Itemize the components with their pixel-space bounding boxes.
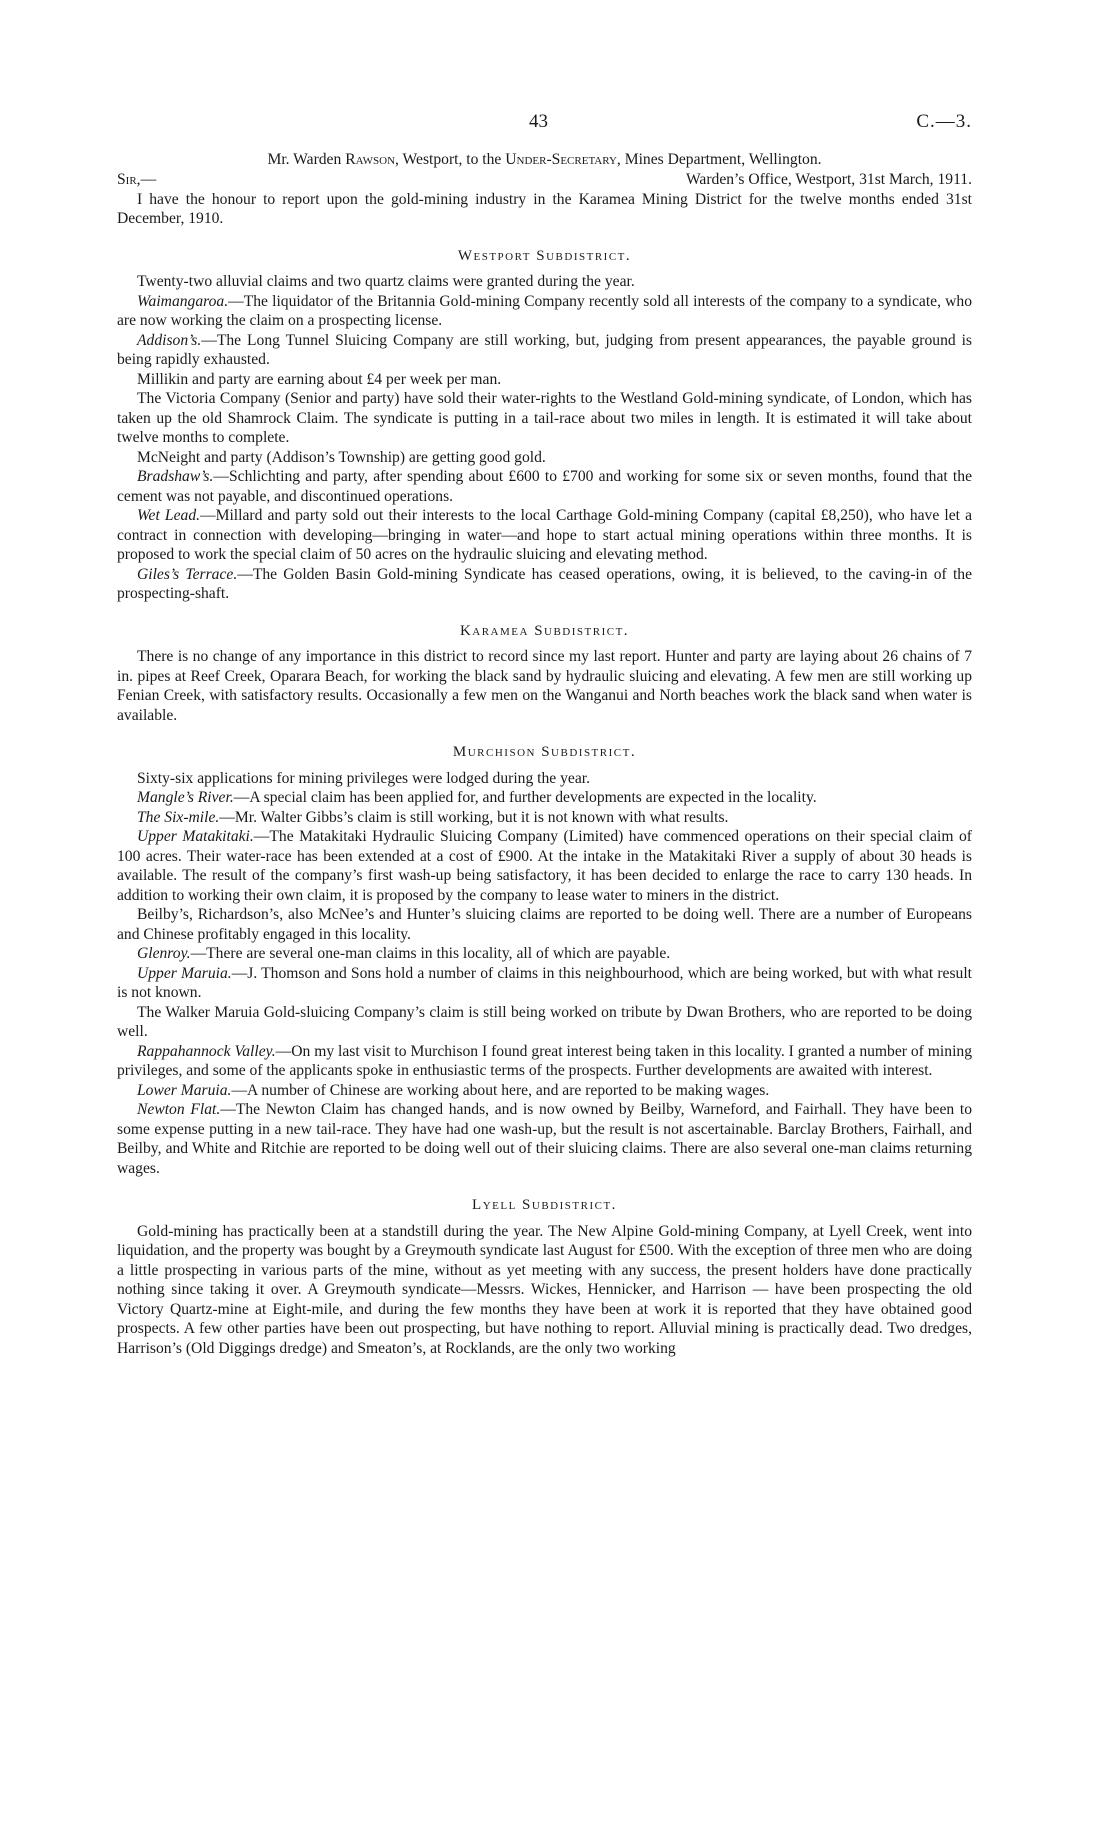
locality-lead: Glenroy. xyxy=(137,945,191,962)
paragraph: Twenty-two alluvial claims and two quartz claims were granted during the year. xyxy=(137,273,635,290)
section-heading-karamea: Karamea Subdistrict. xyxy=(459,622,630,639)
page-number: 43 xyxy=(529,111,548,132)
paragraph: Beilby’s, Richardson’s, also McNee’s and Hunter’s sluicing claims are reported to be doing well. There are a number of Europeans and Chinese profitably engaged in this locality. xyxy=(117,906,972,943)
paragraph: Lower Maruia.—A number of Chinese are working about here, and are reported to be making wages. xyxy=(137,1081,770,1099)
paragraph: Bradshaw’s.—Schlichting and party, after spending about £600 to £700 and working for some six or seven months, found that the cement was not payable, and discontinued operations. xyxy=(117,468,972,505)
paragraph: Newton Flat.—The Newton Claim has changed hands, and is now owned by Beilby, Warneford, and Fairhall. They have been to some expense putting in a new tail-race. They have had one wash-up, but the result is not ascertainable. Barclay Brothers, Fairhall, and Beilby, and White and Ritchie are reported to be doing well out of their sluicing claims. There are also several one-man claims returning wages. xyxy=(117,1101,972,1177)
document-page xyxy=(117,112,972,1358)
intro-paragraph: I have the honour to report upon the gold-mining industry in the Karamea Mining District for the twelve months ended 31st December, 1910. xyxy=(117,190,972,227)
date-line: Warden’s Office, Westport, 31st March, 1911. xyxy=(685,170,972,188)
salutation-row xyxy=(117,170,972,190)
page-header xyxy=(117,112,972,142)
paragraph: Upper Matakitaki.—The Matakitaki Hydraulic Sluicing Company (Limited) have commenced operations on their special claim of 100 acres. Their water-race has been extended at a cost of £900. At the intake in the Matakitaki River a supply of about 30 heads is available. The result of the company’s first wash-up being satisfactory, it has been decided to enlarge the race to carry 130 heads. In addition to working their own claim, it is proposed by the company to lease water to miners in the district. xyxy=(117,828,972,904)
locality-lead: The Six-mile. xyxy=(137,808,220,826)
locality-lead: Rappahannock Valley. xyxy=(137,1042,276,1060)
locality-lead: Upper Maruia. xyxy=(137,964,232,982)
paragraph: Gold-mining has practically been at a standstill during the year. The New Alpine Gold-mining Company, at Lyell Creek, went into liquidation, and the property was bought by a Greymouth syndicate last August for £500. With the exception of three men who are doing a little prospecting in various parts of the mine, without as yet meeting with any success, the present holders have done practically nothing since taking it over. A Greymouth syndicate—Messrs. Wickes, Hennicker, and Harrison — have been prospecting the old Victory Quartz-mine at Eight-mile, and during the few months they have been at work it is reported that they have obtained good prospects. A few other parties have been out prospecting, but have nothing to report. Alluvial mining is practically dead. Two dredges, Harrison’s (Old Diggings dredge) and Smeaton’s, at Rocklands, are the only two working xyxy=(117,1222,972,1357)
locality-lead: Bradshaw’s. xyxy=(137,468,214,485)
locality-lead: Waimangaroa. xyxy=(137,292,229,310)
paragraph: The Walker Maruia Gold-sluicing Company’s claim is still being worked on tribute by Dwan Brothers, who are reported to be doing well. xyxy=(117,1003,972,1040)
locality-lead: Addison’s. xyxy=(137,331,202,349)
paragraph: The Six-mile.—Mr. Walter Gibbs’s claim is still working, but it is not known with what results. xyxy=(137,808,729,826)
paragraph: Wet Lead.—Millard and party sold out their interests to the local Carthage Gold-mining Company (capital £8,250), who have let a contract in connection with developing—bringing in water—and hope to start actual mining operations within three months. It is proposed to work the special claim of 50 acres on the hydraulic sluicing and elevating method. xyxy=(117,507,972,563)
paragraph: Mangle’s River.—A special claim has been applied for, and further developments are expected in the locality. xyxy=(137,789,817,806)
locality-lead: Newton Flat. xyxy=(137,1101,221,1118)
paragraph: Addison’s.—The Long Tunnel Sluicing Company are still working, but, judging from present appearances, the payable ground is being rapidly exhausted. xyxy=(117,331,972,368)
recipient: Under-Secretary xyxy=(505,151,617,168)
paragraph: Rappahannock Valley.—On my last visit to Murchison I found great interest being taken in this locality. I granted a number of mining privileges, and some of the applicants spoke in enthusiastic terms of the prospects. Further developments are awaited with interest. xyxy=(117,1042,972,1079)
paragraph: Glenroy.—There are several one-man claims in this locality, all of which are payable. xyxy=(137,945,671,962)
locality-lead: Giles’s Terrace. xyxy=(137,565,238,583)
paragraph: The Victoria Company (Senior and party) have sold their water-rights to the Westland Gold-mining syndicate, of London, which has taken up the old Shamrock Claim. The syndicate is putting in a tail-race about two miles in length. It is estimated it will take about twelve months to complete. xyxy=(117,390,972,446)
paragraph: Sixty-six applications for mining privileges were lodged during the year. xyxy=(137,769,590,787)
section-heading-murchison: Murchison Subdistrict. xyxy=(452,744,637,760)
section-heading-westport: Westport Subdistrict. xyxy=(457,247,632,264)
paragraph: Waimangaroa.—The liquidator of the Britannia Gold-mining Company recently sold all interests of the company to a syndicate, who are now working the claim on a prospecting license. xyxy=(117,292,972,329)
paragraph: Millikin and party are earning about £4 per week per man. xyxy=(137,370,502,388)
locality-lead: Lower Maruia. xyxy=(137,1081,232,1099)
locality-lead: Mangle’s River. xyxy=(137,789,234,806)
paragraph: Giles’s Terrace.—The Golden Basin Gold-mining Syndicate has ceased operations, owing, it is believed, to the caving-in of the prospecting-shaft. xyxy=(117,565,972,602)
paragraph: Upper Maruia.—J. Thomson and Sons hold a number of claims in this neighbourhood, which are being worked, but with what result is not known. xyxy=(117,964,972,1001)
series-code: C.—3. xyxy=(916,111,972,132)
section-heading-lyell: Lyell Subdistrict. xyxy=(472,1197,617,1213)
warden-name: Rawson xyxy=(345,151,396,168)
salutation: Sir,— xyxy=(117,170,157,188)
address-line: Mr. Warden Rawson, Westport, to the Under-Secretary, Mines Department, Wellington. xyxy=(267,151,822,168)
locality-lead: Upper Matakitaki. xyxy=(137,828,254,845)
paragraph: McNeight and party (Addison’s Township) are getting good gold. xyxy=(137,448,546,466)
paragraph: There is no change of any importance in this district to record since my last report. Hunter and party are laying about 26 chains of 7 in. pipes at Reef Creek, Oparara Beach, for working the black sand by hydraulic sluicing and elevating. A few men are still working up Fenian Creek, with satisfactory results. Occasionally a few men on the Wanganui and North beaches work the black sand when water is available. xyxy=(117,648,972,724)
locality-lead: Wet Lead. xyxy=(137,507,201,524)
